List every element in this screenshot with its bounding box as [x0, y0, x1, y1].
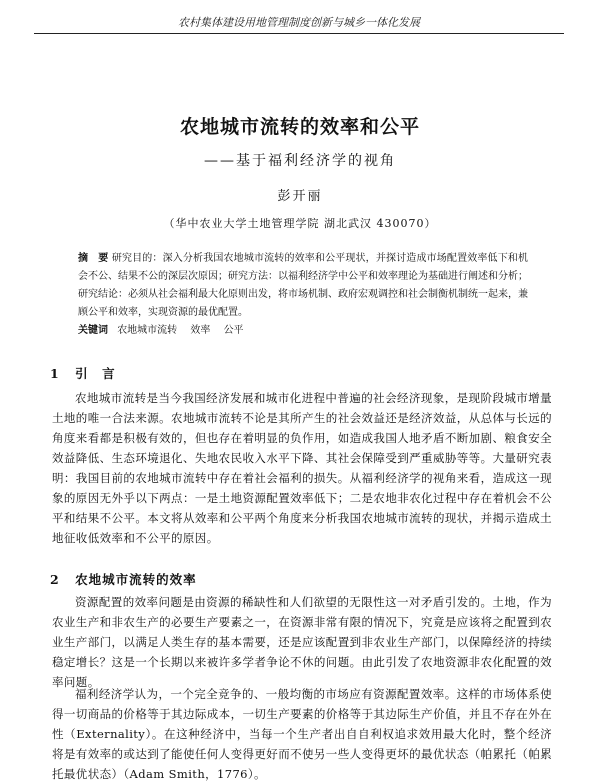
article-author: 彭开丽 [277, 189, 323, 204]
section-heading-efficiency [50, 570, 197, 588]
keyword-item: 农地城市流转 [117, 325, 178, 336]
section-heading-introduction [50, 364, 116, 382]
keywords-label: 关键词 [78, 325, 108, 336]
article-affiliation: （华中农业大学土地管理学院 湖北武汉 430070） [163, 217, 437, 230]
keyword-item: 公平 [223, 325, 244, 336]
abstract [78, 250, 528, 322]
abstract-label: 摘 要 [78, 253, 109, 264]
body-paragraph: 农地城市流转是当今我国经济发展和城市化进程中普遍的社会经济现象，是现阶段城市增量土地的唯一合法来源。农地城市流转不论是其所产生的社会效益还是经济效益，从总体与长远的角度来看都是积极有效的，但也存在着明显的负作用，如造成我国人地矛盾不断加剧、粮食安全效益降低、生态环境退化、失地农民收入水平下降、其社会保障受到严重威胁等等。大量研究表明：我国目前的农地城市流转中存在着社会福利的损失。从福利经济学的视角来看，造成这一现象的原因无外乎以下两点：一是土地资源配置效率低下；二是农地非农化过程中存在着机会不公平和结果不公平。本文将从效率和公平两个角度来分析我国农地城市流转的现状，并揭示造成土地征收低效率和不公平的原因。 [52, 391, 552, 545]
keywords [78, 322, 528, 340]
keyword-item: 效率 [190, 325, 211, 336]
article-title: 农地城市流转的效率和公平 [179, 116, 420, 138]
abstract-text: 研究目的：深入分析我国农地城市流转的效率和公平现状，并探讨造成市场配置效率低下和机会不公、结果不公的深层次原因；研究方法：以福利经济学中公平和效率理论为基础进行阐述和分析；研究结论：必须从社会福利最大化原则出发，将市场机制、政府宏观调控和社会制衡机制统一起来，兼顾公平和效率，实现资源的最优配置。 [78, 253, 529, 318]
running-header: 农村集体建设用地管理制度创新与城乡一体化发展 [34, 14, 564, 34]
section-title: 农地城市流转的效率 [75, 572, 197, 587]
section-title: 引 言 [75, 366, 116, 381]
section-number: 1 [50, 366, 60, 381]
body-paragraph: 福利经济学认为，一个完全竞争的、一般均衡的市场应有资源配置效率。这样的市场体系使得一切商品的价格等于其边际成本，一切生产要素的价格等于其边际生产价值，并且不存在外在性（Externality）。在这种经济中，当每一个生产者出自自利权追求效用最大化时，整个经济将是有效率的或达到了能使任何人变得更好而不使另一些人变得更坏的最优状态（帕累托（帕累托最优状态）（Adam Smith，1776）。 [52, 687, 552, 781]
section-number: 2 [50, 572, 60, 587]
body-paragraph: 资源配置的效率问题是由资源的稀缺性和人们欲望的无限性这一对矛盾引发的。土地，作为农业生产和非农生产的必要生产要素之一，在资源非常有限的情况下，究竟是应该将之配置到农业生产部门，以满足人类生存的基本需要，还是应该配置到非农业生产部门，以保障经济的持续稳定增长？这是一个长期以来被许多学者争论不休的问题。由此引发了农地资源非农化配置的效率问题。 [52, 595, 552, 689]
article-subtitle: ——基于福利经济学的视角 [204, 153, 396, 169]
